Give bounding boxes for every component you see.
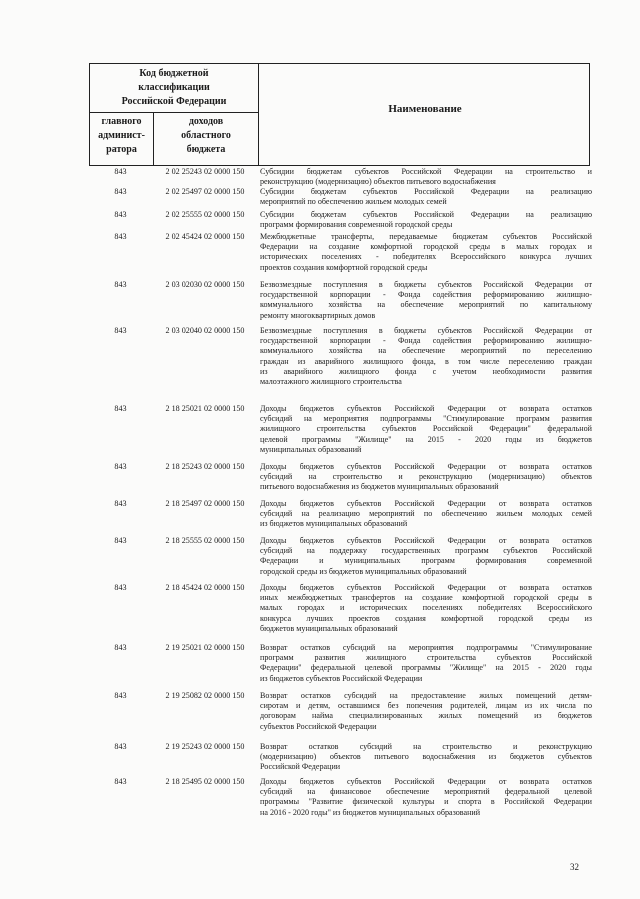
income-name-line: из бюджетов субъектов Российской Федерации [260,673,423,683]
income-name [260,462,592,493]
income-name-line: субсидий на поддержку государственных программ субъектов Российской [260,546,592,556]
income-name-line: малоэтажного жилищного строительства [260,377,402,387]
header-income-column: доходов областного бюджета [181,116,231,155]
income-name-line: Возврат остатков субсидий на строительство и реконструкцию [260,742,592,751]
income-name-line: Возврат остатков субсидий на предоставление жилых помещений детям- [260,691,592,700]
income-name-line: Доходы бюджетов субъектов Российской Федерации от возврата остатков [260,777,592,786]
income-name-line: Возврат остатков субсидий на мероприятия подпрограммы "Стимулирование [260,643,592,652]
income-name-line: конкурса лучших проектов создания комфортной городской среды из [260,613,592,623]
admin-code: 843 [114,643,127,652]
income-name-line: Субсидии бюджетам субъектов Российской Федерации на реализацию [260,187,592,196]
income-name-line: Субсидии бюджетам субъектов Российской Федерации на строительство и [260,167,592,176]
income-name-line: граждан из аварийного жилищного фонда, в том числе переселению граждан [260,356,592,366]
admin-code: 843 [114,326,127,335]
income-name-line: городской среды из бюджетов муниципальных образований [260,566,467,576]
income-name-line: Доходы бюджетов субъектов Российской Федерации от возврата остатков [260,462,592,471]
income-name-line: целевой программы "Жилище" на 2015 - 2020 годы из бюджетов [260,434,592,444]
income-name-line: субсидий на строительство и реконструкцию (модернизацию) объектов [260,472,592,482]
income-name-line: из аварийного жилищного фонда с учетом необходимости развития [260,366,592,376]
admin-code: 843 [114,232,127,241]
income-name-line: государственной корпорации - Фонда содействия реформированию жилищно- [260,336,592,346]
income-name-line: (модернизацию) объектов питьевого водоснабжения из бюджетов субъектов [260,752,592,762]
income-name-line: иных межбюджетных трансфертов на создание комфортной городской среды в [260,593,592,603]
income-name-line: субсидий на финансовое обеспечение мероприятий федеральной целевой [260,787,592,797]
income-name-line: Доходы бюджетов субъектов Российской Федерации от возврата остатков [260,499,592,508]
income-name [260,232,592,273]
income-name-line: субсидий на мероприятия подпрограммы "Стимулирование программ развития [260,414,592,424]
income-code: 2 18 25497 02 0000 150 [165,499,245,508]
header-group-title: Код бюджетной классификации Российской Федерации [121,68,227,107]
income-name [260,404,592,455]
income-name [260,691,592,732]
admin-code: 843 [114,742,127,751]
income-name [260,742,592,773]
admin-code: 843 [114,691,127,700]
income-name-line: исторических поселениях - победителях Всероссийского конкурса лучших [260,252,592,262]
income-name-line: Межбюджетные трансферты, передаваемые бюджетам субъектов Российской [260,232,592,241]
income-name-line: бюджетов муниципальных образований [260,623,398,633]
admin-code: 843 [114,499,127,508]
income-code: 2 18 25243 02 0000 150 [165,462,245,471]
income-name-line: Федерации и муниципальных программ формирования современной [260,556,592,566]
admin-code: 843 [114,404,127,413]
income-name-line: ремонту многоквартирных домов [260,310,376,320]
income-name-line: Федерации на создание комфортной городской среды в малых городах и [260,242,592,252]
table-header [89,63,590,166]
income-name-line: договорам найма специализированных жилых помещений из бюджетов [260,711,592,721]
income-name-line: реконструкцию (модернизацию) объектов питьевого водоснабжения [260,177,496,187]
income-code: 2 18 25021 02 0000 150 [165,404,245,413]
income-code: 2 02 25243 02 0000 150 [165,167,245,176]
income-code: 2 03 02040 02 0000 150 [165,326,245,335]
income-name [260,536,592,577]
income-code: 2 02 25497 02 0000 150 [165,187,245,196]
income-name-line: проектов создания комфортной городской среды [260,262,428,272]
income-code: 2 03 02030 02 0000 150 [165,280,245,289]
income-name-line: коммунального хозяйства на обеспечение мероприятий по капитальному [260,300,592,310]
admin-code: 843 [114,536,127,545]
income-name-line: Доходы бюджетов субъектов Российской Федерации от возврата остатков [260,404,592,413]
income-name-line: Доходы бюджетов субъектов Российской Федерации от возврата остатков [260,536,592,545]
admin-code: 843 [114,210,127,219]
income-code: 2 18 45424 02 0000 150 [165,583,245,592]
income-code: 2 02 45424 02 0000 150 [165,232,245,241]
income-name-line: программы "Развитие физической культуры и спорта в Российской Федерации [260,797,592,807]
income-name-line: субъектов Российской Федерации [260,721,377,731]
income-name-line: малых городах и исторических поселениях победителях Всероссийского [260,603,592,613]
income-name-line: из бюджетов муниципальных образований [260,519,408,529]
income-code: 2 02 25555 02 0000 150 [165,210,245,219]
income-name [260,583,592,634]
income-name-line: субсидий на реализацию мероприятий по обеспечению жильем молодых семей [260,509,592,519]
income-name-line: Безвозмездные поступления в бюджеты субъектов Российской Федерации от [260,280,592,289]
income-code: 2 19 25021 02 0000 150 [165,643,245,652]
income-name [260,326,592,387]
income-name [260,499,592,530]
header-name-column: Наименование [388,103,462,115]
income-name [260,280,592,321]
income-name-line: государственной корпорации - Фонда содействия реформированию жилищно- [260,290,592,300]
income-name-line: программ формирования современной городской среды [260,220,453,230]
income-name-line: программ развития жилищного строительства субъектов Российской [260,653,592,663]
admin-code: 843 [114,187,127,196]
income-name-line: Доходы бюджетов субъектов Российской Федерации от возврата остатков [260,583,592,592]
income-name-line: Федерации" федеральной целевой программы "Жилище" на 2015 - 2020 годы [260,663,592,673]
header-admin-column: главного админист- ратора [98,116,145,155]
income-name-line: мероприятий по обеспечению жильем молодых семей [260,197,447,207]
income-name [260,643,592,684]
admin-code: 843 [114,777,127,786]
income-name-line: Субсидии бюджетам субъектов Российской Федерации на реализацию [260,210,592,219]
income-name-line: сиротам и детям, оставшимся без попечения родителей, лицам из их числа по [260,701,592,711]
income-name [260,167,592,187]
income-code: 2 19 25082 02 0000 150 [165,691,245,700]
page-number: 32 [570,862,579,872]
income-name-line: на 2016 - 2020 годы" из бюджетов муниципальных образований [260,807,481,817]
income-code: 2 19 25243 02 0000 150 [165,742,245,751]
income-name-line: Российской Федерации [260,762,341,772]
income-code: 2 18 25495 02 0000 150 [165,777,245,786]
admin-code: 843 [114,583,127,592]
income-name-line: коммунального хозяйства на обеспечение мероприятий по переселению [260,346,592,356]
income-name-line: жилищного строительства субъектов Российской Федерации" федеральной [260,424,592,434]
admin-code: 843 [114,280,127,289]
income-name [260,777,592,818]
income-code: 2 18 25555 02 0000 150 [165,536,245,545]
admin-code: 843 [114,462,127,471]
income-name-line: питьевого водоснабжения из бюджетов муниципальных образований [260,482,499,492]
income-name [260,210,592,230]
income-name [260,187,592,207]
admin-code: 843 [114,167,127,176]
income-name-line: Безвозмездные поступления в бюджеты субъектов Российской Федерации от [260,326,592,335]
income-name-line: муниципальных образований [260,444,362,454]
